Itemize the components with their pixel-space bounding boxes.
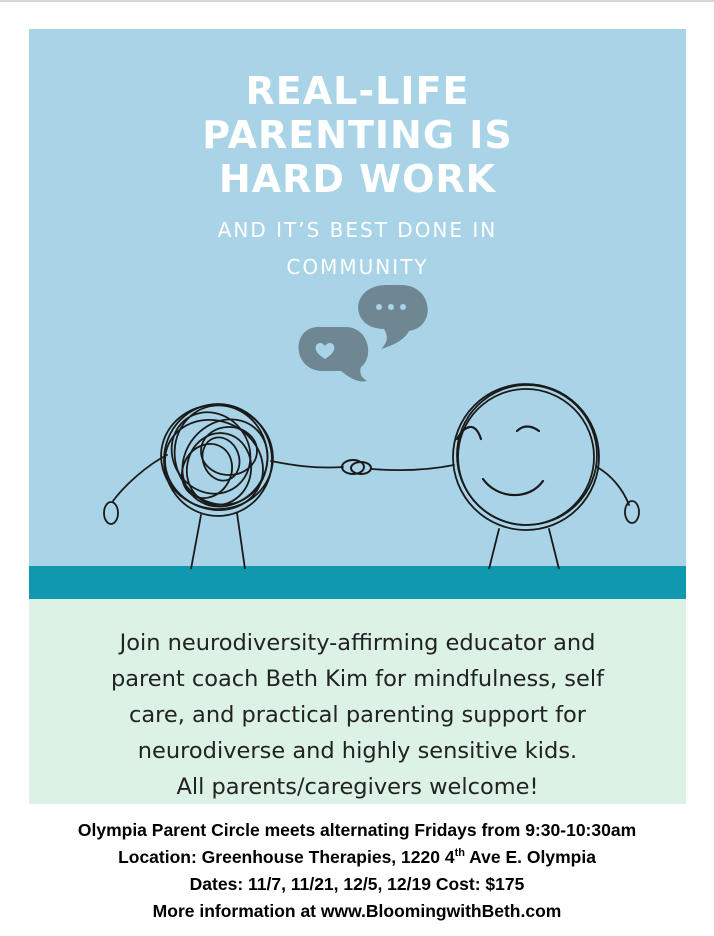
schedule-line: Olympia Parent Circle meets alternating Fridays from 9:30-10:30am bbox=[77, 820, 637, 840]
headline-line: REAL-LIFE bbox=[245, 69, 470, 113]
description-line: care, and practical parenting support for bbox=[128, 702, 587, 728]
event-details bbox=[0, 817, 714, 925]
flyer bbox=[29, 29, 686, 804]
ellipsis-speech-bubble-icon bbox=[358, 285, 428, 349]
subheadline bbox=[29, 212, 686, 286]
location-street: Ave E. Olympia bbox=[464, 847, 596, 867]
description-line: neurodiverse and highly sensitive kids. bbox=[137, 738, 578, 764]
headline-line: PARENTING IS bbox=[202, 113, 513, 157]
ground-band bbox=[29, 566, 686, 599]
description bbox=[29, 625, 686, 805]
headline bbox=[29, 69, 686, 201]
description-line: Join neurodiversity-affirming educator and bbox=[119, 630, 596, 656]
location-text: Location: Greenhouse Therapies, 1220 4 bbox=[118, 847, 455, 867]
smiling-circle-character-icon bbox=[372, 384, 639, 569]
subheadline-line: AND IT’S BEST DONE IN bbox=[217, 218, 498, 242]
heart-speech-bubble-icon bbox=[299, 327, 369, 382]
community-illustration bbox=[29, 279, 686, 569]
holding-hands-icon bbox=[342, 460, 371, 474]
dates-cost-line: Dates: 11/7, 11/21, 12/5, 12/19 Cost: $175 bbox=[189, 874, 525, 894]
ordinal-suffix: th bbox=[454, 847, 465, 860]
headline-line: HARD WORK bbox=[218, 157, 497, 201]
description-line: parent coach Beth Kim for mindfulness, self bbox=[110, 666, 605, 692]
description-line: All parents/caregivers welcome! bbox=[176, 774, 539, 800]
scribbled-ball-character-icon bbox=[104, 393, 343, 569]
more-info-line: More information at www.BloomingwithBeth.com bbox=[152, 901, 562, 921]
subheadline-line: COMMUNITY bbox=[286, 255, 429, 279]
location-line bbox=[0, 844, 714, 871]
top-border bbox=[0, 0, 714, 2]
